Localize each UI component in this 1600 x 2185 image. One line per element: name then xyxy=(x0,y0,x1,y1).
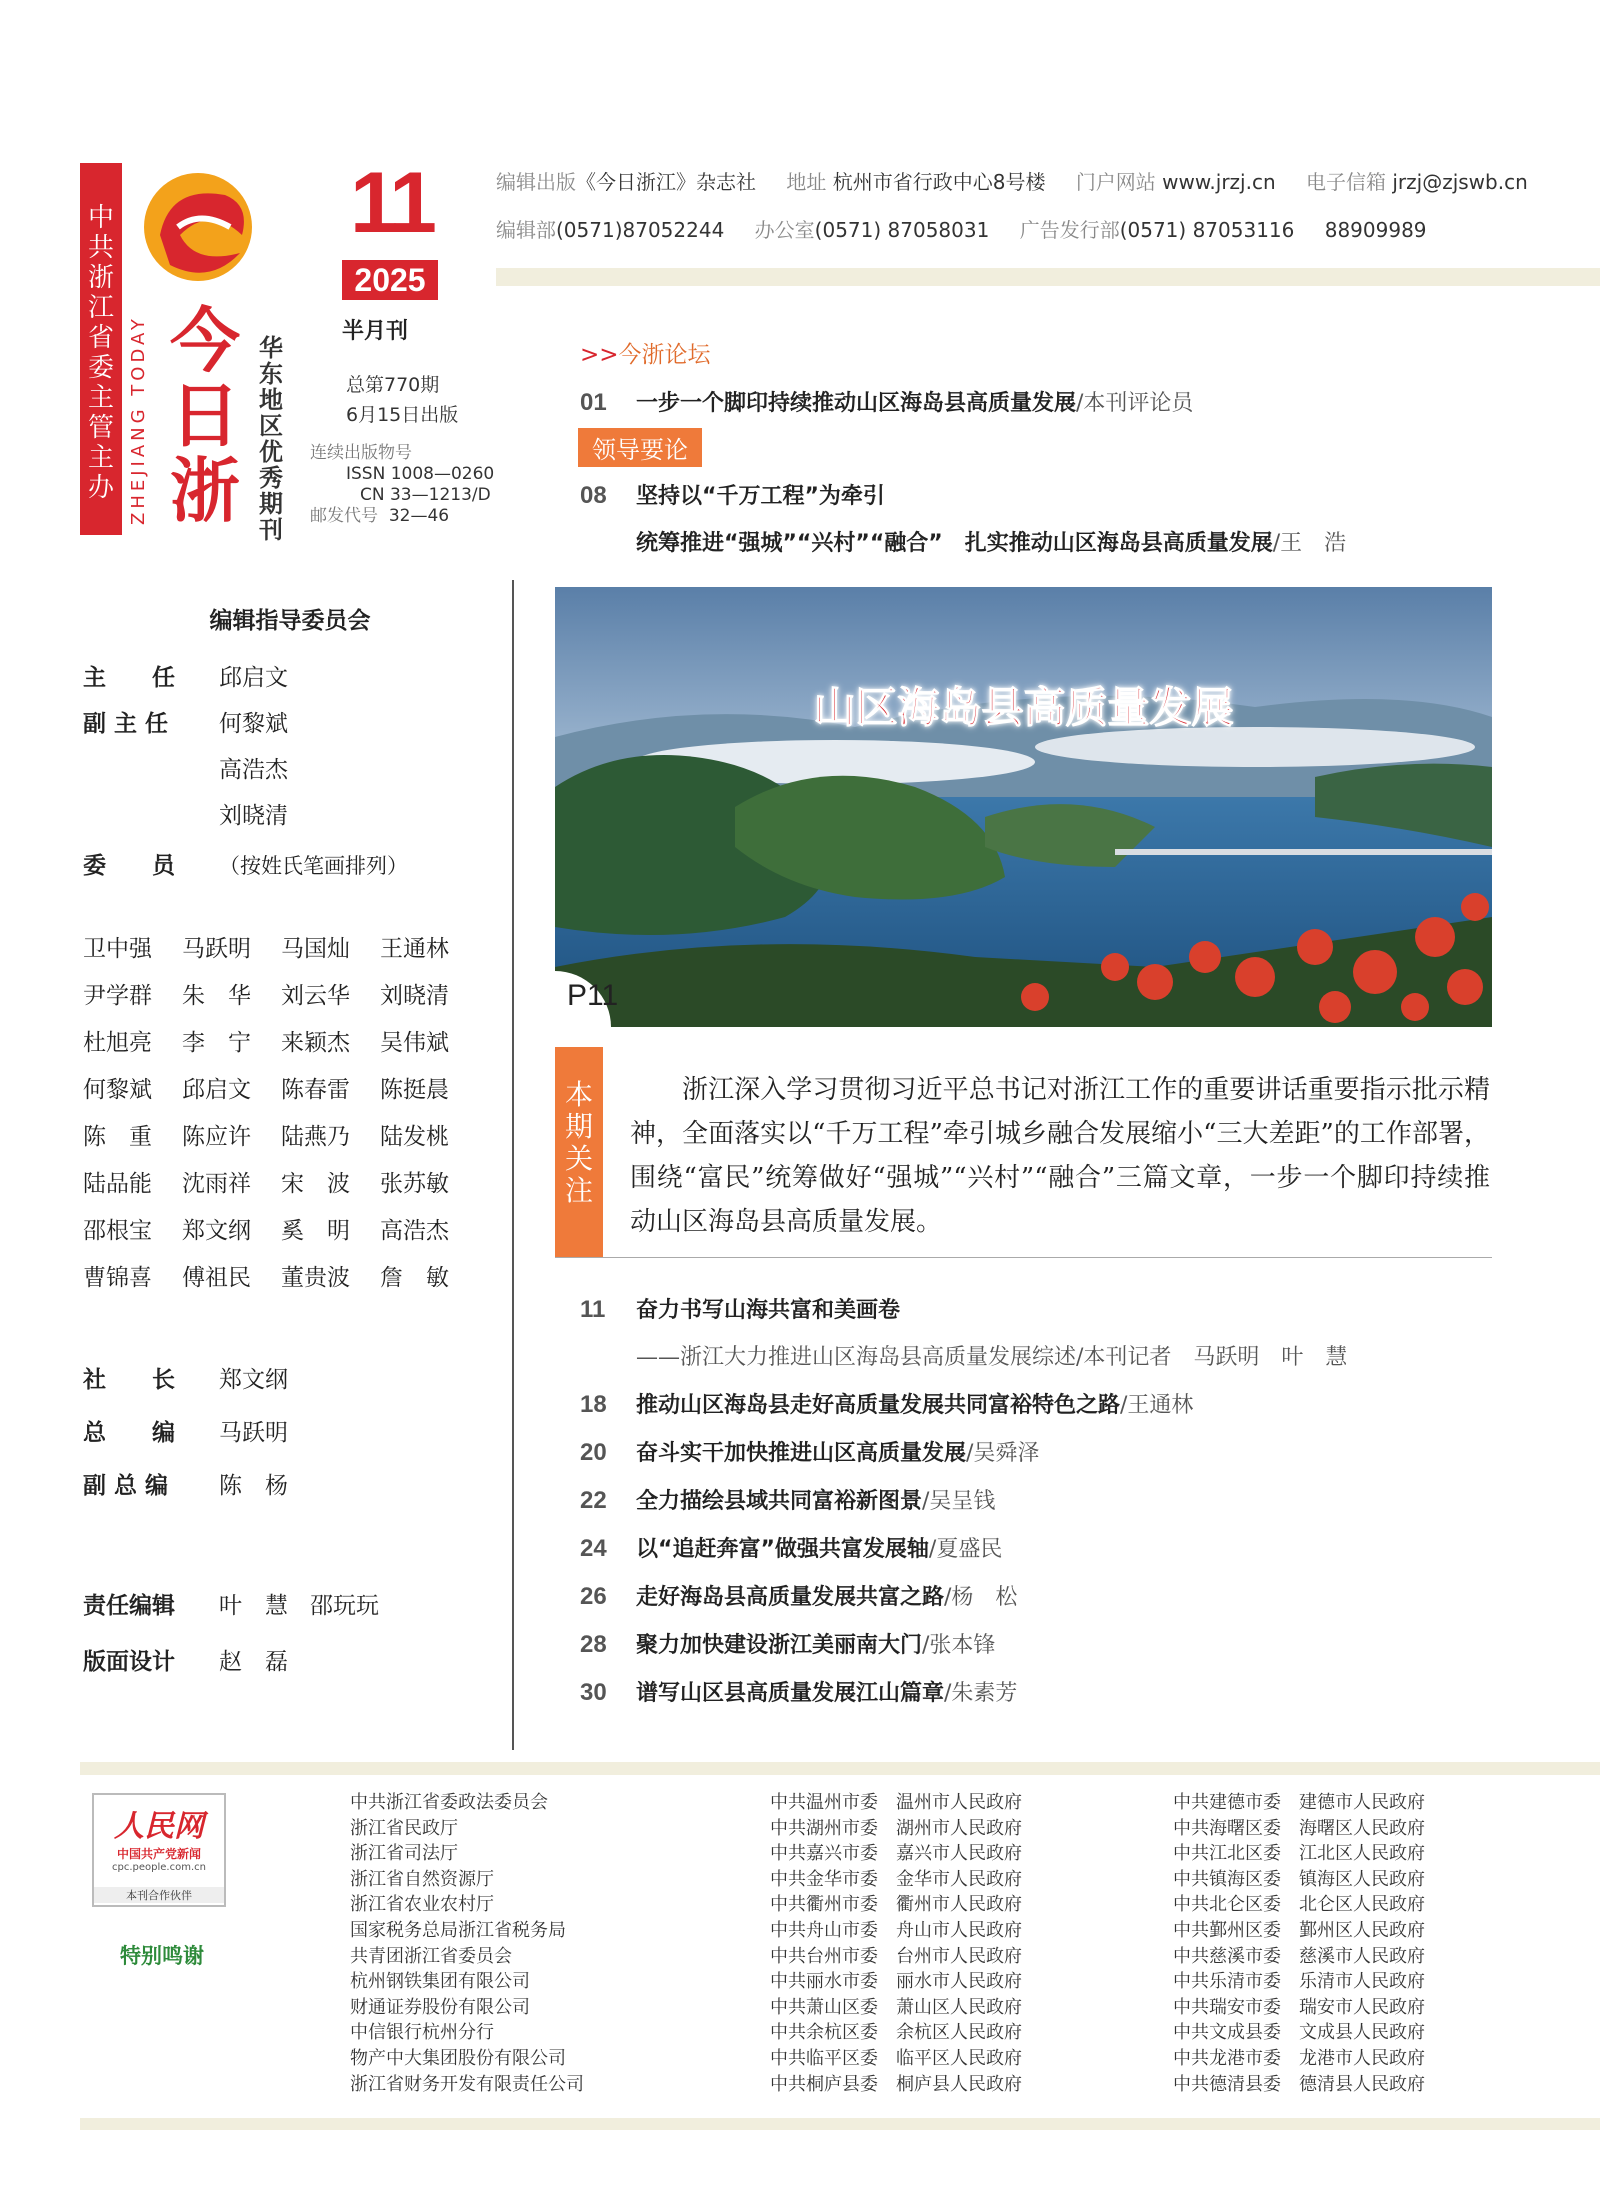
thanks-entry: 中共北仑区委 xyxy=(1173,1894,1281,1916)
member-name: 朱 华 xyxy=(182,983,251,1009)
president-role: 社 长 xyxy=(83,1367,175,1393)
thanks-entry: 余杭区人民政府 xyxy=(896,2022,1022,2044)
svg-text:日: 日 xyxy=(170,375,240,457)
toc-forum: >>今浙论坛 01 一步一个脚印持续推动山区海岛县高质量发展/本刊评论员 xyxy=(580,332,1580,427)
members-note: （按姓氏笔画排列） xyxy=(219,854,408,878)
thanks-entry: 中共舟山市委 xyxy=(770,1919,878,1941)
editor-name: 叶 慧 xyxy=(219,1593,288,1619)
toc-page: 26 xyxy=(580,1583,607,1610)
thanks-entry: 温州市人民政府 xyxy=(896,1792,1022,1813)
thanks-entry: 文成县人民政府 xyxy=(1299,2022,1425,2044)
member-row xyxy=(83,1255,503,1302)
magazine-logo xyxy=(130,165,270,535)
toc-item[interactable] xyxy=(580,1286,1580,1334)
contact-info xyxy=(496,158,1600,254)
ad-label: 广告发行部 xyxy=(1019,218,1120,242)
toc-item[interactable] xyxy=(580,1381,1580,1429)
leader-section-label xyxy=(578,428,702,467)
thanks-entry: 中共台州市委 xyxy=(770,1945,878,1967)
thanks-entry: 中共建德市委 xyxy=(1173,1792,1281,1813)
thanks-entry: 浙江省财务开发有限责任公司 xyxy=(350,2073,584,2095)
toc-author: /王 浩 xyxy=(1272,531,1347,556)
thanks-entry: 乐清市人民政府 xyxy=(1299,1971,1425,1993)
address: 杭州市省行政中心8号楼 xyxy=(832,170,1046,194)
toc-title: 奋斗实干加快推进山区高质量发展 xyxy=(636,1441,967,1466)
thanks-entry: 金华市人民政府 xyxy=(896,1868,1022,1890)
member-row xyxy=(83,1161,503,1208)
focus-summary: 浙江深入学习贯彻习近平总书记对浙江工作的重要讲话重要指示批示精神，全面落实以“千万工程”牵引城乡融合发展缩小“三大差距”的工作部署，围绕“富民”统筹做好“强城”“兴村”“融合”三篇文章，一步一个脚印持续推动山区海岛县高质量发展。 xyxy=(630,1075,1490,1237)
toc-title: 走好海岛县高质量发展共富之路 xyxy=(636,1585,945,1610)
thanks-entry: 中共温州市委 xyxy=(770,1792,878,1813)
honor-text: 华东地区优秀期刊 xyxy=(259,334,283,544)
editor-role: 责任编辑 xyxy=(83,1593,175,1619)
issue-year: 2025 xyxy=(342,260,438,300)
thanks-entry: 慈溪市人民政府 xyxy=(1299,1945,1425,1967)
toc-item[interactable] xyxy=(580,1621,1580,1669)
thanks-entry: 中共萧山区委 xyxy=(770,1996,878,2018)
member-name: 卫中强 xyxy=(83,936,152,962)
staff-editors xyxy=(83,1578,503,1690)
toc-item[interactable] xyxy=(580,1525,1580,1573)
thanks-entry: 桐庐县人民政府 xyxy=(896,2073,1022,2095)
thanks-entry: 建德市人民政府 xyxy=(1299,1792,1425,1813)
thanks-entry: 中共金华市委 xyxy=(770,1868,878,1890)
thanks-entry: 中共慈溪市委 xyxy=(1173,1945,1281,1967)
publisher-label: 编辑出版 xyxy=(496,170,576,194)
toc-author: /本刊评论员 xyxy=(1076,391,1194,416)
chief-name: 马跃明 xyxy=(219,1420,288,1446)
member-name: 曹锦喜 xyxy=(83,1265,152,1291)
thanks-entry: 财通证券股份有限公司 xyxy=(350,1996,530,2018)
address-label: 地址 xyxy=(786,170,827,194)
member-name: 陆燕乃 xyxy=(281,1124,350,1150)
deputy-name: 何黎斌 xyxy=(219,711,288,737)
thanks-entry: 浙江省司法厅 xyxy=(350,1843,458,1865)
thanks-col-2 xyxy=(770,1790,1022,2097)
member-name: 杜旭亮 xyxy=(83,1030,152,1056)
member-name: 来颖杰 xyxy=(281,1030,350,1056)
thanks-entry: 浙江省自然资源厅 xyxy=(350,1868,494,1890)
deputy-name: 刘晓清 xyxy=(219,803,288,829)
sponsor-text: 中共浙江省委主管主办 xyxy=(87,203,114,503)
publish-date: 6月15日出版 xyxy=(346,404,459,426)
postal-code: 32—46 xyxy=(388,506,450,526)
toc-title: 谱写山区县高质量发展江山篇章 xyxy=(636,1681,945,1706)
toc-item[interactable] xyxy=(580,1429,1580,1477)
thanks-entry: 中共临平区委 xyxy=(770,2047,878,2069)
leader-label: 领导要论 xyxy=(578,428,702,467)
deputy-name: 高浩杰 xyxy=(219,757,288,783)
toc-author: /朱素芳 xyxy=(944,1681,1018,1706)
toc-item[interactable] xyxy=(580,1334,1580,1381)
partner-logo-name: 人民网 xyxy=(114,1809,204,1844)
partner-url: cpc.people.com.cn xyxy=(112,1862,206,1873)
member-name: 郑文纲 xyxy=(182,1218,251,1244)
toc-author: /吴呈钱 xyxy=(922,1489,996,1514)
committee-leaders xyxy=(83,655,503,889)
member-name: 奚 明 xyxy=(281,1218,350,1244)
toc-title: 聚力加快建设浙江美丽南大门 xyxy=(636,1633,923,1658)
issn: ISSN 1008—0260 xyxy=(346,464,495,484)
cn-number: CN 33—1213/D xyxy=(360,485,491,505)
serial-label: 连续出版物号 xyxy=(310,443,412,463)
member-row xyxy=(83,973,503,1020)
member-row xyxy=(83,926,503,973)
issue-meta xyxy=(346,370,506,430)
thanks-entry: 镇海区人民政府 xyxy=(1299,1868,1425,1890)
svg-text:ZHEJIANG TODAY: ZHEJIANG TODAY xyxy=(130,315,149,525)
toc-page: 01 xyxy=(580,389,607,416)
toc-title: 奋力书写山海共富和美画卷 xyxy=(636,1298,901,1323)
member-name: 沈雨祥 xyxy=(182,1171,251,1197)
hero-page: P11 xyxy=(567,979,619,1012)
thanks-entry: 中共湖州市委 xyxy=(770,1817,878,1839)
issue-number: 11 xyxy=(350,155,433,251)
thanks-entry: 嘉兴市人民政府 xyxy=(896,1843,1022,1865)
member-name: 陈挺晨 xyxy=(380,1077,449,1103)
total-issue: 总第770期 xyxy=(346,374,440,396)
email-link[interactable]: jrzj@zjswb.cn xyxy=(1392,170,1528,194)
issue-frequency: 半月刊 xyxy=(342,319,409,344)
publisher: 《今日浙江》杂志社 xyxy=(576,170,756,194)
member-name: 邵根宝 xyxy=(83,1218,152,1244)
email-label: 电子信箱 xyxy=(1306,170,1386,194)
thanks-entry: 中共文成县委 xyxy=(1173,2022,1281,2044)
member-name: 陆发桃 xyxy=(380,1124,449,1150)
serial-info xyxy=(310,443,500,527)
thanks-entry: 中共江北区委 xyxy=(1173,1843,1281,1865)
svg-text:浙: 浙 xyxy=(170,450,240,532)
office-phone: (0571) 87058031 xyxy=(814,218,990,242)
toc-title: 统筹推进“强城”“兴村”“融合” 扎实推动山区海岛县高质量发展 xyxy=(636,531,1273,556)
thanks-entry: 德清县人民政府 xyxy=(1299,2073,1425,2095)
editor-name: 邵玩玩 xyxy=(310,1593,379,1619)
deputy-chief-name: 陈 杨 xyxy=(219,1473,288,1499)
thanks-entry: 临平区人民政府 xyxy=(896,2047,1022,2069)
thanks-entry: 中信银行杭州分行 xyxy=(350,2022,494,2044)
toc-page: 24 xyxy=(580,1535,607,1562)
member-name: 陆品能 xyxy=(83,1171,152,1197)
sponsor-band xyxy=(80,163,122,535)
thanks-entry: 中共衢州市委 xyxy=(770,1894,878,1916)
thanks-entry: 中共浙江省委政法委员会 xyxy=(350,1792,548,1813)
member-name: 马跃明 xyxy=(182,936,251,962)
designer-name: 赵 磊 xyxy=(219,1649,288,1675)
director-name: 邱启文 xyxy=(219,665,288,691)
member-name: 陈 重 xyxy=(83,1124,152,1150)
member-name: 詹 敏 xyxy=(380,1265,449,1291)
toc-author: ——浙江大力推进山区海岛县高质量发展综述/本刊记者 马跃明 叶 慧 xyxy=(636,1345,1348,1370)
toc-page: 08 xyxy=(580,482,607,509)
thanks-entry: 共青团浙江省委员会 xyxy=(350,1945,512,1967)
thanks-entry: 萧山区人民政府 xyxy=(896,1996,1022,2018)
header-band xyxy=(496,268,1600,286)
thanks-col-1 xyxy=(350,1790,584,2097)
member-name: 何黎斌 xyxy=(83,1077,152,1103)
member-name: 马国灿 xyxy=(281,936,350,962)
member-name: 陈春雷 xyxy=(281,1077,350,1103)
footer-band-top xyxy=(80,1762,1600,1775)
hero-image xyxy=(555,587,1492,1027)
member-name: 傅祖民 xyxy=(182,1265,251,1291)
toc-item[interactable] xyxy=(580,1669,1580,1717)
toc-item[interactable] xyxy=(580,472,1580,520)
thanks-entry: 物产中大集团股份有限公司 xyxy=(350,2047,566,2069)
thanks-entry: 衢州市人民政府 xyxy=(896,1894,1022,1916)
toc-title: 以“追赶奔富”做强共富发展轴 xyxy=(636,1537,929,1562)
member-name: 陈应许 xyxy=(182,1124,251,1150)
toc-item[interactable] xyxy=(580,1573,1580,1621)
partner-logo xyxy=(92,1793,226,1907)
landscape-photo-icon xyxy=(555,587,1492,1027)
toc-item[interactable] xyxy=(580,379,1580,427)
member-name: 高浩杰 xyxy=(380,1218,449,1244)
toc-author: /吴舜泽 xyxy=(966,1441,1040,1466)
thanks-entry: 浙江省民政厅 xyxy=(350,1817,458,1839)
thanks-entry: 瑞安市人民政府 xyxy=(1299,1996,1425,2018)
toc-page: 28 xyxy=(580,1631,607,1658)
thanks-entry: 浙江省农业农村厅 xyxy=(350,1894,494,1916)
thanks-entry: 杭州钢铁集团有限公司 xyxy=(350,1971,530,1993)
member-name: 李 宁 xyxy=(182,1030,251,1056)
toc-page: 30 xyxy=(580,1679,607,1706)
ad-phone-2: 88909989 xyxy=(1324,218,1427,242)
forum-label: 今浙论坛 xyxy=(618,342,711,368)
member-name: 宋 波 xyxy=(281,1171,350,1197)
thanks-entry: 中共海曙区委 xyxy=(1173,1817,1281,1839)
thanks-entry: 江北区人民政府 xyxy=(1299,1843,1425,1865)
deputy-chief-role: 副 总 编 xyxy=(83,1473,169,1499)
toc-leader xyxy=(580,472,1580,567)
member-name: 尹学群 xyxy=(83,983,152,1009)
column-divider xyxy=(512,580,514,1750)
member-name: 刘晓清 xyxy=(380,983,449,1009)
hero-title: 山区海岛县高质量发展 xyxy=(813,683,1234,732)
toc-page: 20 xyxy=(580,1439,607,1466)
thanks-entry: 中共余杭区委 xyxy=(770,2022,878,2044)
partner-note: 本刊合作伙伴 xyxy=(94,1887,224,1903)
member-name: 邱启文 xyxy=(182,1077,251,1103)
staff-list xyxy=(83,1354,503,1513)
deputy-role: 副 主 任 xyxy=(83,711,169,737)
thanks-entry: 海曙区人民政府 xyxy=(1299,1817,1425,1839)
editorial-label: 编辑部 xyxy=(496,218,556,242)
member-name: 董贵波 xyxy=(281,1265,350,1291)
toc-author: /张本锋 xyxy=(922,1633,996,1658)
thanks-entry: 中共德清县委 xyxy=(1173,2073,1281,2095)
toc-item[interactable] xyxy=(580,520,1580,567)
member-row xyxy=(83,1208,503,1255)
president-name: 郑文纲 xyxy=(219,1367,288,1393)
toc-title: 全力描绘县域共同富裕新图景 xyxy=(636,1489,923,1514)
toc-page: 22 xyxy=(580,1487,607,1514)
committee-title: 编辑指导委员会 xyxy=(209,608,371,634)
thanks-entry: 中共乐清市委 xyxy=(1173,1971,1281,1993)
website-label: 门户网站 xyxy=(1075,170,1156,194)
thanks-entry: 舟山市人民政府 xyxy=(896,1919,1022,1941)
svg-text:今: 今 xyxy=(170,300,240,382)
toc-author: /王通林 xyxy=(1120,1393,1194,1418)
chief-role: 总 编 xyxy=(83,1420,175,1446)
toc-item[interactable] xyxy=(580,1477,1580,1525)
thanks-entry: 中共丽水市委 xyxy=(770,1971,878,1993)
postal-label: 邮发代号 xyxy=(310,506,378,526)
member-name: 王通林 xyxy=(380,936,449,962)
director-role: 主 任 xyxy=(83,665,175,691)
thanks-entry: 中共桐庐县委 xyxy=(770,2073,878,2095)
thanks-entry: 中共镇海区委 xyxy=(1173,1868,1281,1890)
toc-focus xyxy=(580,1286,1580,1717)
thanks-entry: 湖州市人民政府 xyxy=(896,1817,1022,1839)
member-row xyxy=(83,1020,503,1067)
focus-divider xyxy=(555,1257,1492,1258)
thanks-entry: 龙港市人民政府 xyxy=(1299,2047,1425,2069)
design-role: 版面设计 xyxy=(83,1649,175,1675)
thanks-col-3 xyxy=(1173,1790,1425,2097)
member-name: 刘云华 xyxy=(281,983,350,1009)
editorial-phone: (0571)87052244 xyxy=(556,218,725,242)
thanks-title: 特别鸣谢 xyxy=(120,1943,204,1968)
thanks-entry: 中共嘉兴市委 xyxy=(770,1843,878,1865)
member-name: 张苏敏 xyxy=(380,1171,449,1197)
toc-title: 坚持以“千万工程”为牵引 xyxy=(636,484,885,509)
website-link[interactable]: www.jrzj.cn xyxy=(1162,170,1276,194)
thanks-entry: 北仑区人民政府 xyxy=(1299,1894,1425,1916)
member-row xyxy=(83,1114,503,1161)
committee-members xyxy=(83,926,503,1302)
partner-sub: 中国共产党新闻 xyxy=(116,1847,201,1861)
toc-author: /杨 松 xyxy=(944,1585,1018,1610)
member-name: 吴伟斌 xyxy=(380,1030,449,1056)
toc-page: 11 xyxy=(580,1296,606,1323)
thanks-entry: 鄞州区人民政府 xyxy=(1299,1919,1425,1941)
office-label: 办公室 xyxy=(754,218,815,242)
thanks-entry: 台州市人民政府 xyxy=(896,1945,1022,1967)
members-role: 委 员 xyxy=(83,853,175,879)
thanks-entry: 国家税务总局浙江省税务局 xyxy=(350,1919,566,1941)
thanks-entry: 中共鄞州区委 xyxy=(1173,1919,1281,1941)
toc-title: 一步一个脚印持续推动山区海岛县高质量发展 xyxy=(636,391,1077,416)
member-row xyxy=(83,1067,503,1114)
thanks-entry: 中共瑞安市委 xyxy=(1173,1996,1281,2018)
thanks-entry: 丽水市人民政府 xyxy=(896,1971,1022,1993)
toc-page: 18 xyxy=(580,1391,607,1418)
thanks-entry: 中共龙港市委 xyxy=(1173,2047,1281,2069)
ad-phone: (0571) 87053116 xyxy=(1119,218,1295,242)
focus-label: 本期关注 xyxy=(555,1047,603,1257)
toc-title: 推动山区海岛县走好高质量发展共同富裕特色之路 xyxy=(636,1393,1121,1418)
toc-author: /夏盛民 xyxy=(928,1537,1003,1562)
footer-band-bottom xyxy=(80,2118,1600,2130)
logo-emblem-icon xyxy=(130,165,270,535)
